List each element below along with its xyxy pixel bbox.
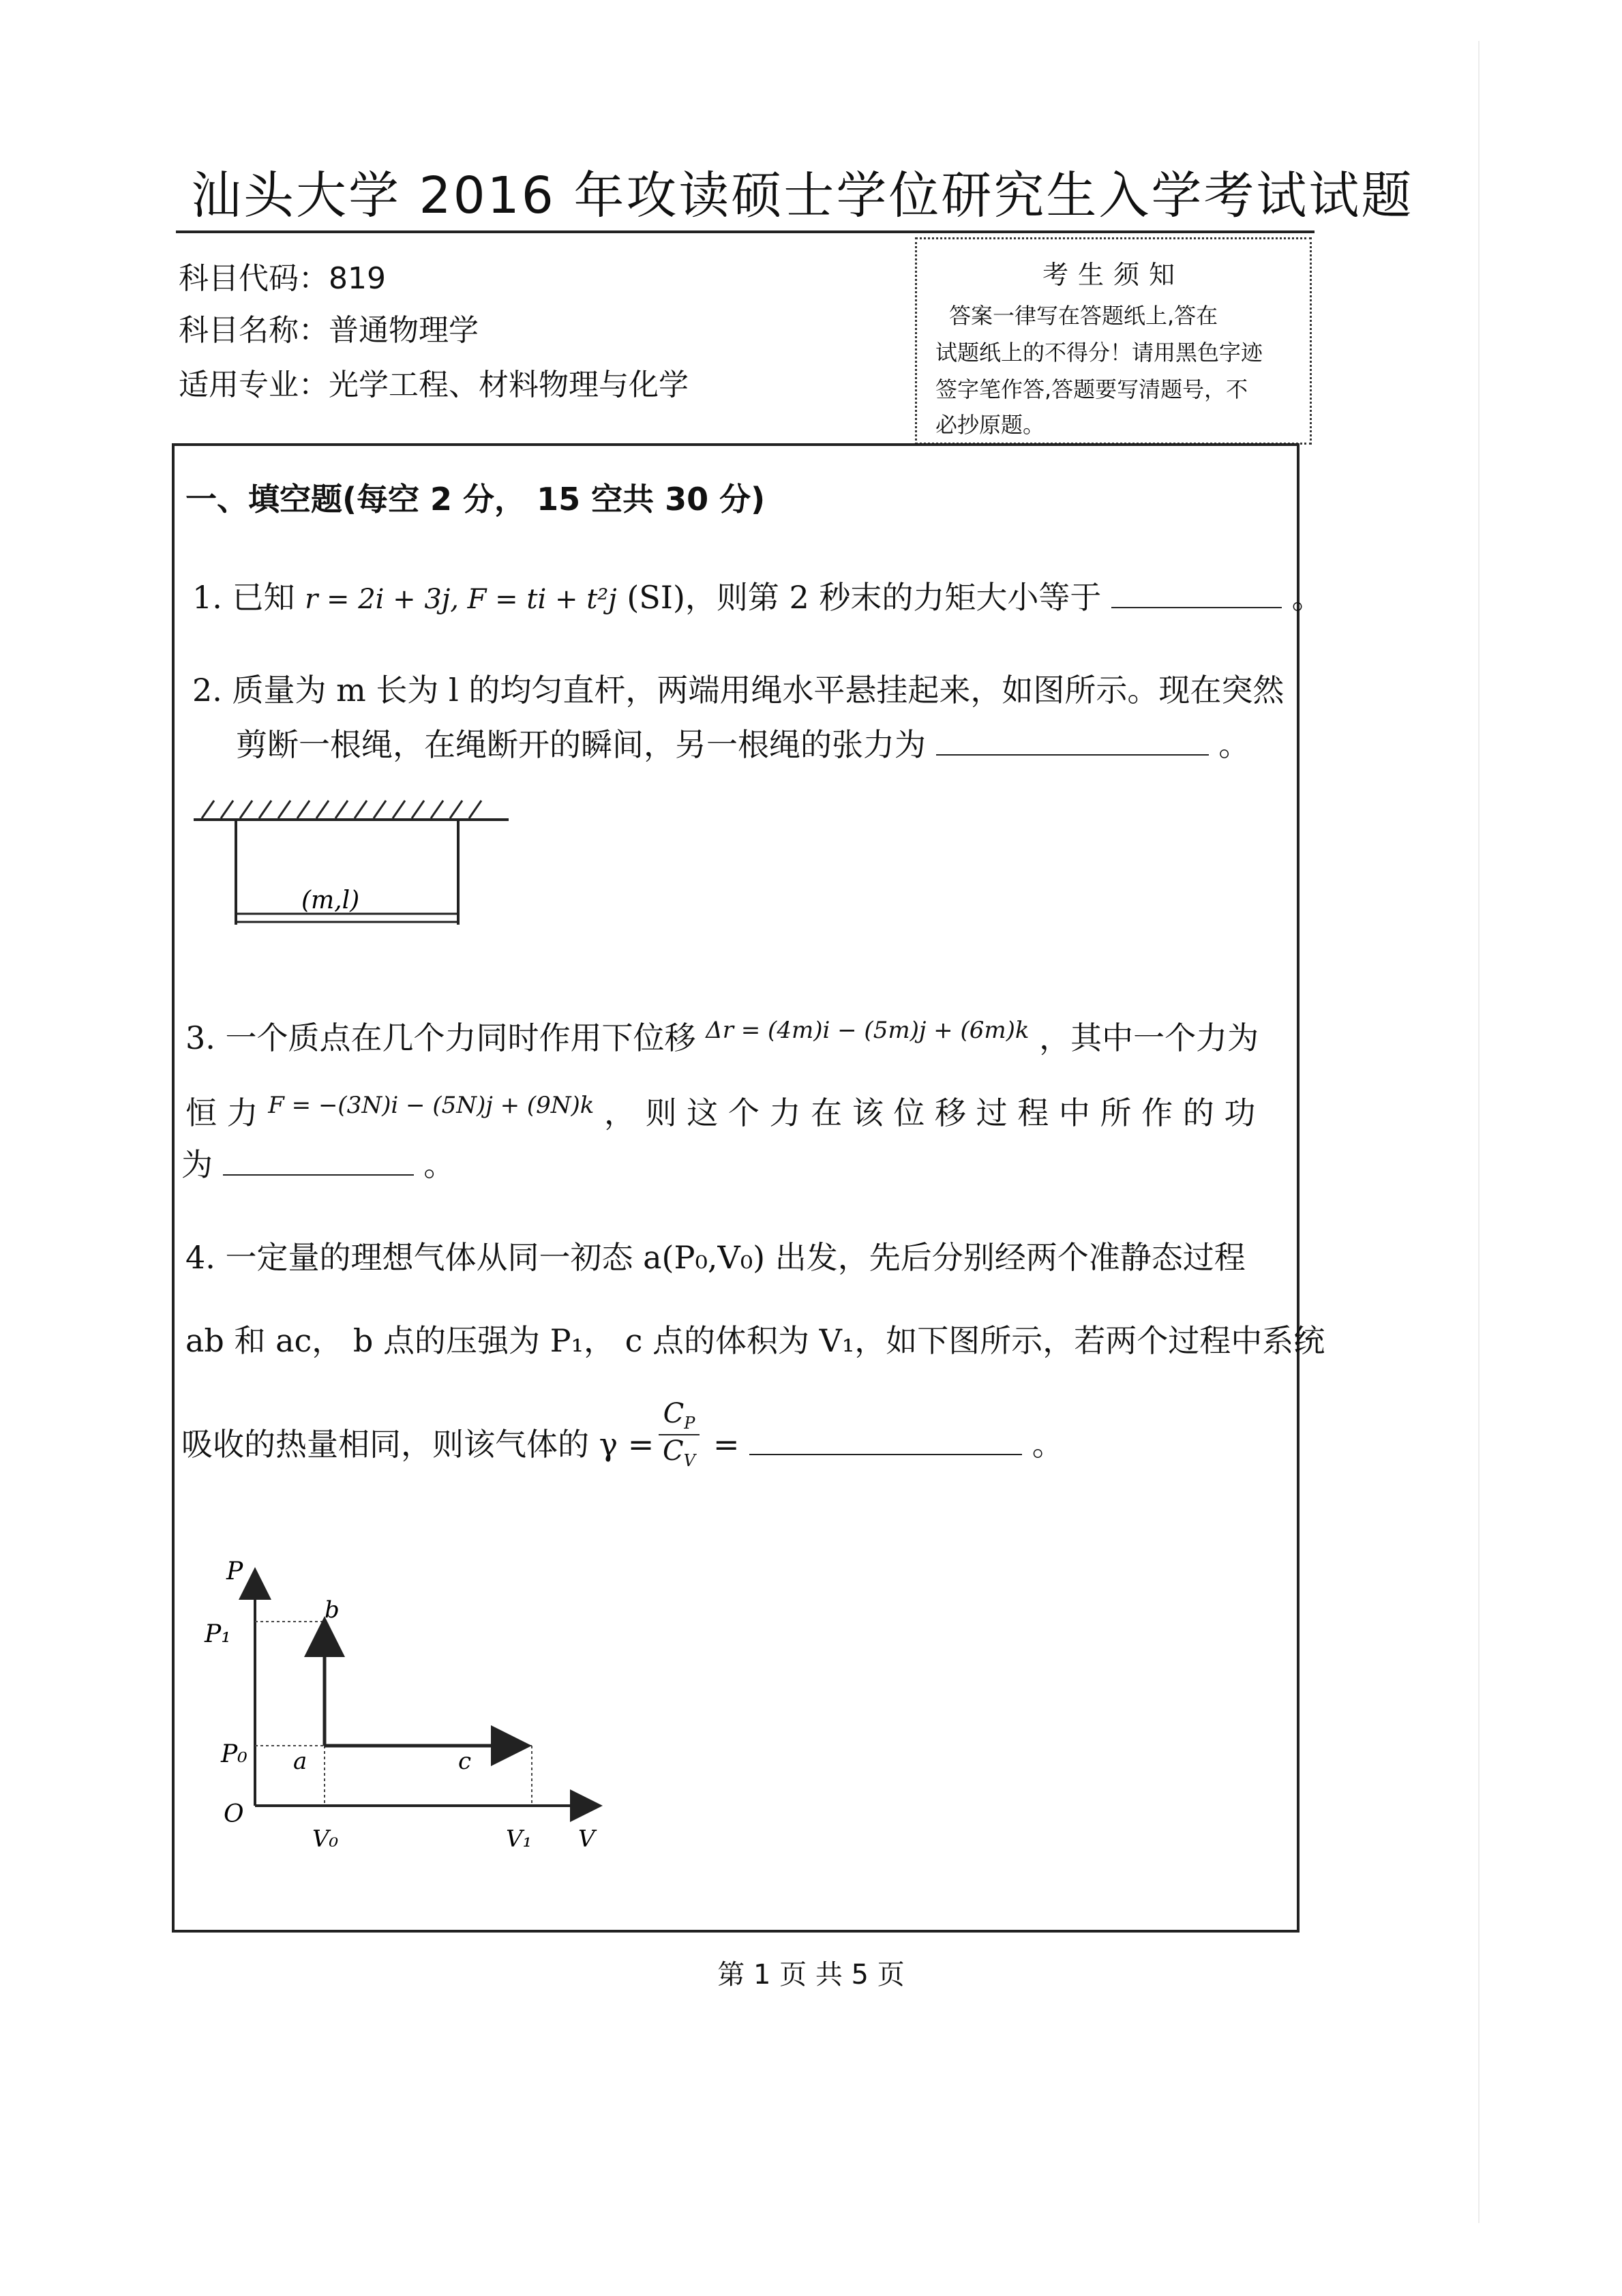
fraction-denominator bbox=[659, 1435, 700, 1470]
label-P: P bbox=[226, 1557, 243, 1585]
q3-line3-prefix: 为 bbox=[181, 1146, 213, 1183]
q3-answer-blank bbox=[223, 1154, 414, 1176]
pv-diagram bbox=[191, 1548, 614, 1868]
q1-end: 。 bbox=[1291, 579, 1323, 616]
q1-text: (SI)，则第 2 秒末的力矩大小等于 bbox=[627, 579, 1102, 616]
notice-line-1: 答案一律写在答题纸上,答在 bbox=[949, 303, 1218, 329]
candidate-notice-title: 考生须知 bbox=[1042, 260, 1184, 290]
subject-name: 科目名称：普通物理学 bbox=[179, 313, 479, 348]
q4-equals: = bbox=[713, 1426, 740, 1463]
page-number: 第 1 页 共 5 页 bbox=[717, 1959, 905, 1991]
label-V1: V₁ bbox=[506, 1825, 532, 1853]
question-3-line-1 bbox=[185, 1013, 1259, 1058]
section-title: 一、填空题(每空 2 分， 15 空共 30 分) bbox=[185, 481, 766, 518]
label-a: a bbox=[293, 1748, 307, 1775]
q3-displacement: Δr = (4m)i − (5m)j + (6m)k bbox=[706, 1017, 1030, 1044]
q4-line3-prefix: 吸收的热量相同，则该气体的 γ = bbox=[181, 1426, 655, 1463]
title-underline bbox=[176, 230, 1315, 233]
notice-line-4: 必抄原题。 bbox=[935, 412, 1045, 438]
applicable-major: 适用专业：光学工程、材料物理与化学 bbox=[179, 368, 689, 402]
q3-force: F = −(3N)i − (5N)j + (9N)k bbox=[268, 1092, 595, 1119]
subject-code: 科目代码：819 bbox=[179, 261, 386, 296]
question-4-answer bbox=[713, 1420, 1064, 1465]
question-1 bbox=[192, 573, 1323, 618]
q3-line2-suffix: ， 则 这 个 力 在 该 位 移 过 程 中 所 作 的 功 bbox=[604, 1094, 1256, 1131]
question-4-line-2: ab 和 ac， b 点的压强为 P₁， c 点的体积为 V₁，如下图所示，若两个过程中系统 bbox=[185, 1322, 1325, 1359]
label-origin: O bbox=[224, 1800, 244, 1828]
q1-answer-blank bbox=[1111, 586, 1282, 608]
exam-title: 汕头大学 2016 年攻读硕士学位研究生入学考试试题 bbox=[191, 166, 1414, 225]
fraction-numerator bbox=[659, 1398, 700, 1435]
question-3-line-3 bbox=[181, 1140, 455, 1185]
q4-end: 。 bbox=[1032, 1426, 1064, 1463]
cp-subscript: P bbox=[684, 1414, 695, 1433]
label-V0: V₀ bbox=[312, 1825, 339, 1853]
cv-subscript: V bbox=[683, 1451, 695, 1470]
notice-line-3: 签字笔作答,答题要写清题号，不 bbox=[935, 376, 1248, 402]
scan-edge-line bbox=[1478, 41, 1480, 2223]
q2-line2-text: 剪断一根绳，在绳断开的瞬间，另一根绳的张力为 bbox=[236, 726, 926, 763]
q1-prefix: 1. 已知 bbox=[192, 579, 295, 616]
cv-symbol: C bbox=[663, 1435, 684, 1467]
q2-end: 。 bbox=[1218, 726, 1250, 763]
question-4-line-1: 4. 一定量的理想气体从同一初态 a(P₀,V₀) 出发，先后分别经两个准静态过程 bbox=[185, 1239, 1246, 1276]
q3-line1-suffix: ，其中一个力为 bbox=[1039, 1019, 1259, 1056]
cp-symbol: C bbox=[663, 1398, 685, 1429]
q3-line1-prefix: 3. 一个质点在几个力同时作用下位移 bbox=[185, 1019, 696, 1056]
notice-line-2: 试题纸上的不得分！请用黑色字迹 bbox=[935, 340, 1263, 366]
q3-line2-prefix: 恒 力 bbox=[185, 1094, 258, 1131]
ceiling-hatching bbox=[202, 801, 481, 818]
question-2-line-1: 2. 质量为 m 长为 l 的均匀直杆，两端用绳水平悬挂起来，如图所示。现在突然 bbox=[192, 672, 1285, 709]
hanging-rod-figure bbox=[188, 791, 515, 948]
question-4-line-3 bbox=[181, 1420, 654, 1465]
rod-label: (m,l) bbox=[301, 886, 360, 914]
label-V: V bbox=[578, 1825, 595, 1853]
rod bbox=[236, 914, 458, 922]
question-2-line-2 bbox=[236, 720, 1250, 765]
label-P1: P₁ bbox=[205, 1620, 231, 1648]
q1-formula: r = 2i + 3j, F = ti + t²j bbox=[305, 584, 617, 615]
q2-answer-blank bbox=[936, 734, 1209, 756]
label-b: b bbox=[325, 1596, 340, 1624]
q4-answer-blank bbox=[749, 1433, 1022, 1455]
gamma-fraction bbox=[659, 1398, 700, 1470]
q3-end: 。 bbox=[423, 1146, 455, 1183]
question-3-line-2 bbox=[185, 1088, 1255, 1133]
label-P0: P₀ bbox=[221, 1740, 247, 1768]
label-c: c bbox=[458, 1748, 472, 1775]
